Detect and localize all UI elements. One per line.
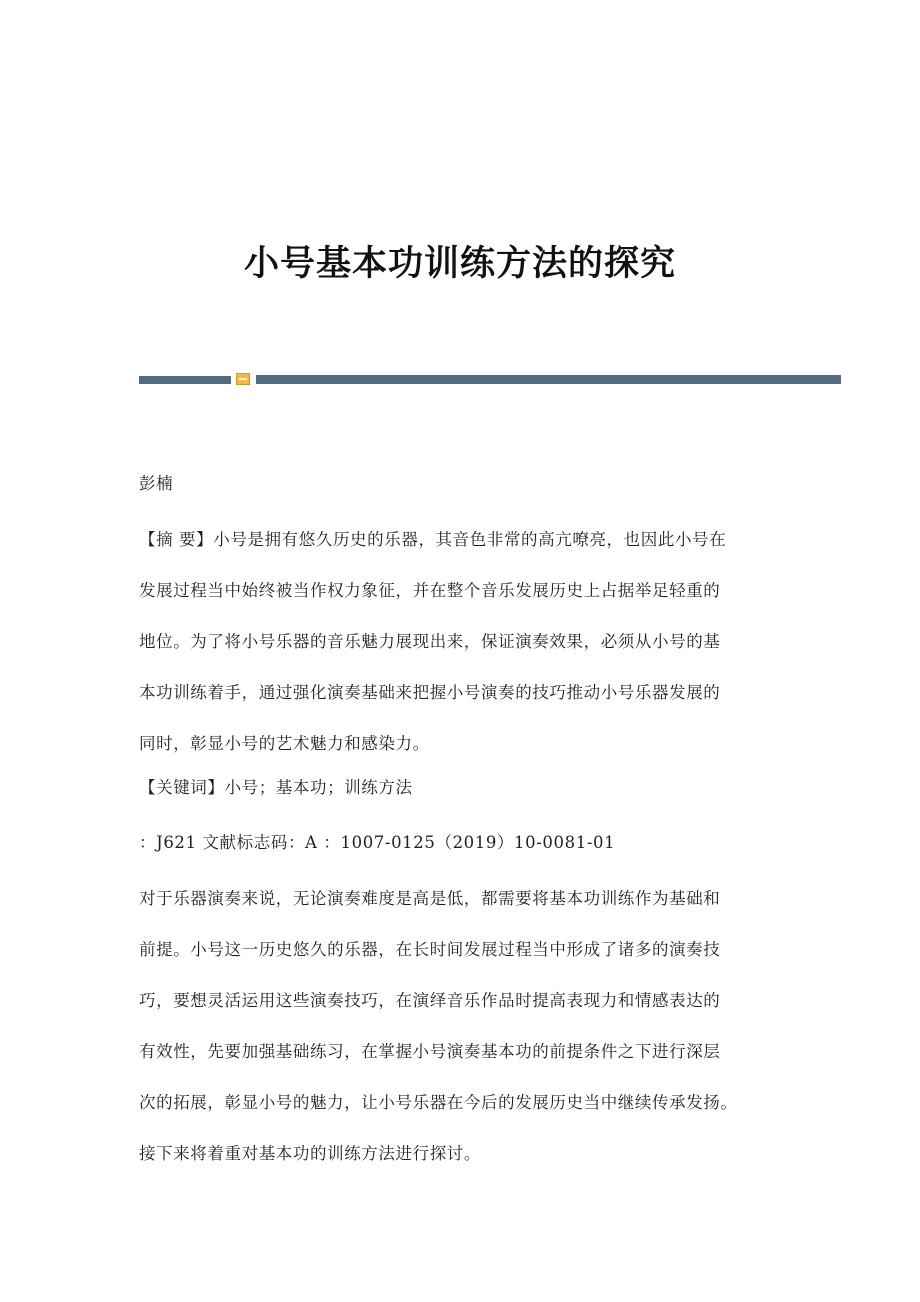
body-paragraph xyxy=(139,873,799,1179)
body-line: 前提。小号这一历史悠久的乐器，在长时间发展过程当中形成了诸多的演奏技 xyxy=(139,940,721,959)
abstract-line: 本功训练着手，通过强化演奏基础来把握小号演奏的技巧推动小号乐器发展的 xyxy=(139,683,721,702)
abstract-line: 同时，彰显小号的艺术魅力和感染力。 xyxy=(139,734,430,753)
divider-bar-left xyxy=(139,376,231,384)
title-divider xyxy=(139,372,841,386)
body-line: 次的拓展，彰显小号的魅力，让小号乐器在今后的发展历史当中继续传承发扬。 xyxy=(139,1093,738,1112)
abstract-line: 地位。为了将小号乐器的音乐魅力展现出来，保证演奏效果，必须从小号的基 xyxy=(139,632,721,651)
divider-bar-right xyxy=(256,375,841,384)
abstract-line: 发展过程当中始终被当作权力象征，并在整个音乐发展历史上占据举足轻重的 xyxy=(139,581,721,600)
body-line: 对于乐器演奏来说，无论演奏难度是高是低，都需要将基本功训练作为基础和 xyxy=(139,889,721,908)
classification-line: ：J621 文献标志码：A ：1007-0125（2019）10-0081-01 xyxy=(139,833,616,852)
abstract-line: 【摘 要】小号是拥有悠久历史的乐器，其音色非常的高亢嘹亮，也因此小号在 xyxy=(139,530,727,549)
document-title: 小号基本功训练方法的探究 xyxy=(243,243,676,285)
keywords-line: 【关键词】小号；基本功；训练方法 xyxy=(139,778,413,797)
body-line: 有效性，先要加强基础练习，在掌握小号演奏基本功的前提条件之下进行深层 xyxy=(139,1042,721,1061)
body-line: 巧，要想灵活运用这些演奏技巧，在演绎音乐作品时提高表现力和情感表达的 xyxy=(139,991,721,1010)
author-name: 彭楠 xyxy=(139,474,174,493)
divider-marker-icon xyxy=(236,373,250,385)
abstract-paragraph xyxy=(139,514,799,769)
body-line: 接下来将着重对基本功的训练方法进行探讨。 xyxy=(139,1144,481,1163)
